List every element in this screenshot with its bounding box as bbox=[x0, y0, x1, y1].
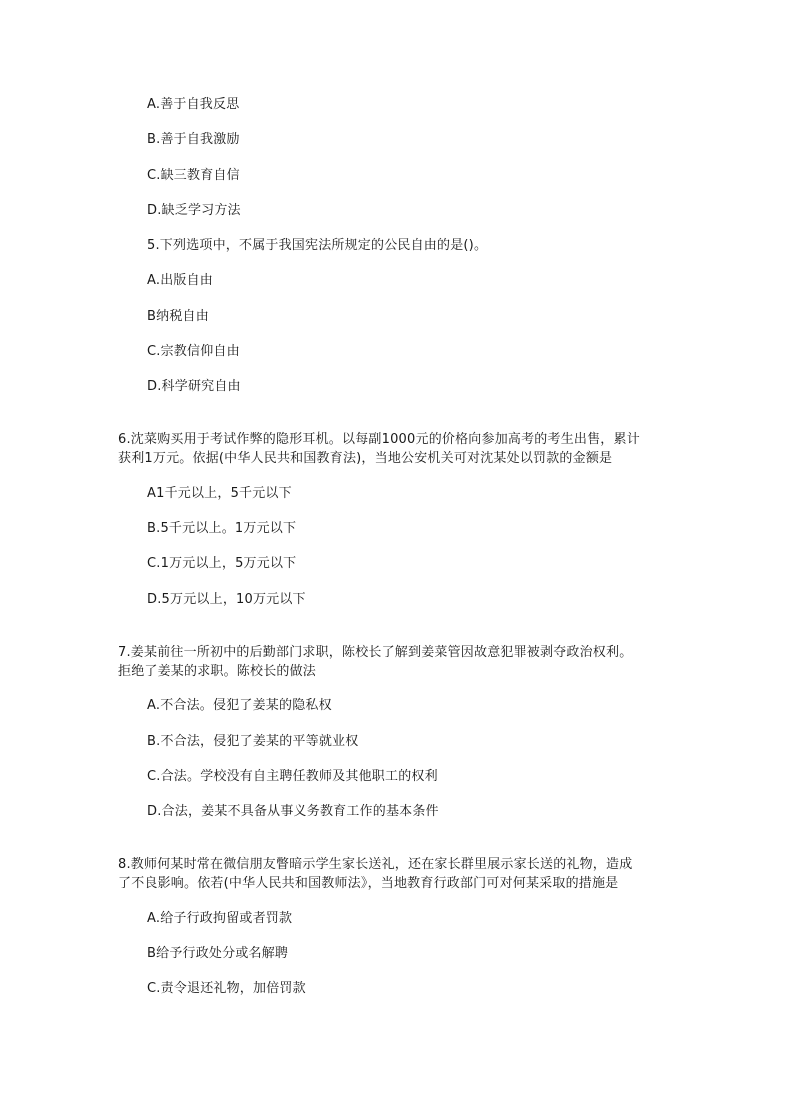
q6-option-a: A1千元以上，5千元以下 bbox=[147, 486, 292, 501]
q5-option-b: B纳税自由 bbox=[147, 309, 209, 324]
q4-option-c: C.缺三教育自信 bbox=[147, 168, 240, 183]
q6-option-b: B.5千元以上。1万元以下 bbox=[147, 521, 297, 536]
q7-option-a: A.不合法。侵犯了姜某的隐私权 bbox=[147, 698, 332, 713]
q7-stem-line-1: 7.姜某前往一所初中的后勤部门求职，陈校长了解到姜菜管因故意犯罪被剥夺政治权利。 bbox=[118, 645, 633, 660]
q6-option-c: C.1万元以上，5万元以下 bbox=[147, 556, 297, 571]
q8-option-a: A.给子行政拘留或者罚款 bbox=[147, 911, 293, 926]
q8-stem-line-2: 了不良影响。依若(中华人民共和国教师法》，当地教育行政部门可对何某采取的措施是 bbox=[118, 876, 619, 891]
q7-option-d: D.合法，姜某不具备从事义务教育工作的基本条件 bbox=[147, 804, 439, 819]
q5-option-d: D.科学研究自由 bbox=[147, 379, 241, 394]
q6-option-d: D.5万元以上，10万元以下 bbox=[147, 592, 306, 607]
q8-option-c: C.责令退还礼物，加倍罚款 bbox=[147, 981, 306, 996]
q7-option-b: B.不合法，侵犯了姜某的平等就业权 bbox=[147, 734, 359, 749]
q6-stem-line-2: 获利1万元。依据(中华人民共和国教育法)，当地公安机关可对沈某处以罚款的金额是 bbox=[118, 451, 613, 466]
q5-option-a: A.出版自由 bbox=[147, 273, 213, 288]
q5-option-c: C.宗教信仰自由 bbox=[147, 344, 240, 359]
q8-stem-line-1: 8.教师何某时常在微信朋友瞥暗示学生家长送礼，还在家长群里展示家长送的礼物，造成 bbox=[118, 857, 633, 872]
q4-option-d: D.缺乏学习方法 bbox=[147, 203, 241, 218]
q7-stem-line-2: 拒绝了姜某的求职。陈校长的做法 bbox=[118, 664, 317, 679]
q4-option-b: B.善于自我激励 bbox=[147, 132, 240, 147]
q8-option-b: B给予行政处分或名解聘 bbox=[147, 946, 289, 961]
q5-stem: 5.下列选项中，不属于我国宪法所规定的公民自由的是()。 bbox=[147, 238, 488, 253]
q7-option-c: C.合法。学校没有自主聘任教师及其他职工的权利 bbox=[147, 769, 438, 784]
q6-stem-line-1: 6.沈菜购买用于考试作弊的隐形耳机。以每副1000元的价格向参加高考的考生出售，累计 bbox=[118, 432, 640, 447]
q4-option-a: A.善于自我反思 bbox=[147, 97, 240, 112]
